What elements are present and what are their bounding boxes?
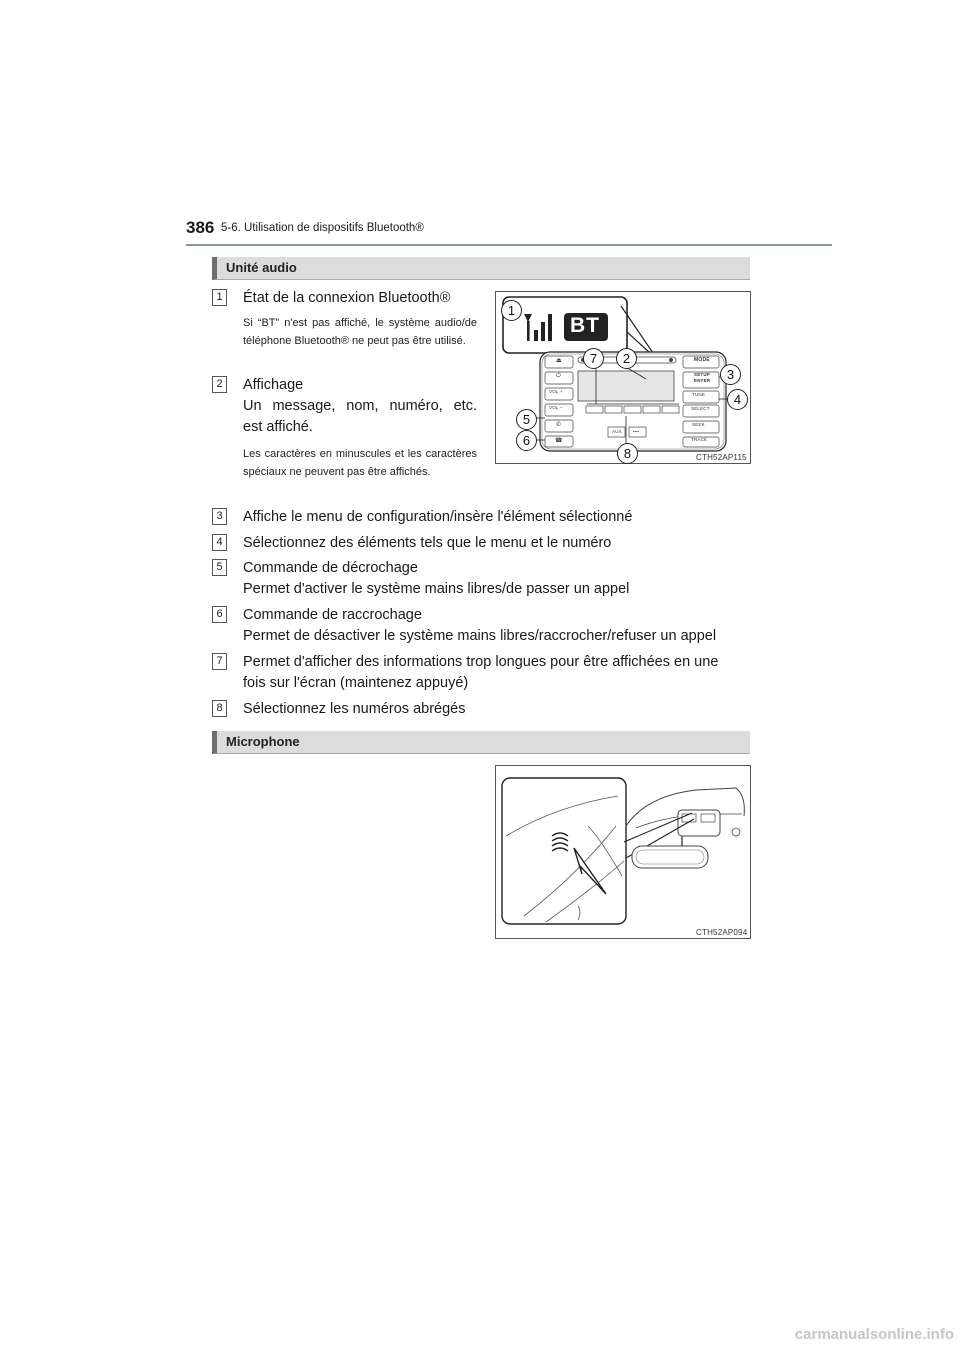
- item-text: Sélectionnez les numéros abrégés: [243, 701, 466, 717]
- header-rule: [186, 244, 832, 246]
- item-text-block: [243, 558, 763, 600]
- callout-7: 7: [583, 348, 604, 369]
- microphone-illustration: [496, 766, 750, 938]
- item-text: Commande de raccrochage: [243, 607, 422, 623]
- aux-port-label: AUX: [612, 429, 622, 434]
- item-text: État de la connexion Bluetooth®: [243, 290, 451, 306]
- item-note: Si “BT” n'est pas affiché, le système audio/de téléphone Bluetooth® ne peut pas être utilisé.: [243, 317, 477, 347]
- item-number: 8: [212, 700, 227, 717]
- item-number: 6: [212, 606, 227, 623]
- callout-6: 6: [516, 430, 537, 451]
- watermark: carmanualsonline.info: [794, 1326, 954, 1343]
- phone-pickup-icon: ✆: [556, 422, 562, 428]
- section-bar-microphone: [212, 731, 750, 754]
- audio-unit-figure: [495, 291, 751, 464]
- item-text: Commande de décrochage: [243, 560, 418, 576]
- item-text: est affiché.: [243, 419, 313, 435]
- item-text: Affiche le menu de configuration/insère l'élément sélectionné: [243, 509, 633, 525]
- callout-1: 1: [501, 300, 522, 321]
- item-text: Un message, nom, numéro, etc.: [243, 398, 477, 414]
- callout-8: 8: [617, 443, 638, 464]
- item-number: 1: [212, 289, 227, 306]
- callout-5: 5: [516, 409, 537, 430]
- item-text: Permet de désactiver le système mains libres/raccrocher/refuser un appel: [243, 628, 717, 644]
- section-title: Unité audio: [226, 260, 297, 275]
- figure-code-label: CTH52AP115: [696, 453, 747, 462]
- item-text: Sélectionnez des éléments tels que le menu et le numéro: [243, 535, 612, 551]
- mode-button-label: MODE: [694, 357, 710, 363]
- usb-port-label: •⊷: [633, 429, 640, 434]
- item-number: 2: [212, 376, 227, 393]
- section-title: Microphone: [226, 734, 300, 749]
- callout-3: 3: [720, 364, 741, 385]
- item-text-block: [243, 375, 477, 438]
- page-number: 386: [186, 218, 215, 237]
- vol-up-button-label: VOL +: [549, 389, 563, 394]
- callout-4: 4: [727, 389, 748, 410]
- item-text: Permet d'activer le système mains libres/de passer un appel: [243, 581, 630, 597]
- microphone-figure: [495, 765, 751, 939]
- item-number: 7: [212, 653, 227, 670]
- setup-button-label: SETUP: [694, 372, 711, 377]
- item-number: 3: [212, 508, 227, 525]
- section-bar-audio-unit: [212, 257, 750, 280]
- power-icon: ⏻: [556, 373, 561, 379]
- chapter-title: 5-6. Utilisation de dispositifs Bluetooth®: [221, 222, 424, 234]
- track-button-label: TRACK: [691, 437, 708, 442]
- eject-icon: ⏏: [556, 358, 562, 364]
- item-number: 5: [212, 559, 227, 576]
- item-note: Les caractères en minuscules et les caractères spéciaux ne peuvent pas être affichés.: [243, 448, 477, 478]
- tune-button-label: TUNE: [692, 392, 706, 397]
- vol-down-button-label: VOL −: [549, 405, 563, 410]
- item-text-block: [243, 652, 763, 694]
- seek-button-label: SEEK: [692, 422, 705, 427]
- bt-display-text: BT: [570, 314, 600, 337]
- item-text: fois sur l'écran (maintenez appuyé): [243, 675, 469, 691]
- item-text-block: [243, 605, 763, 647]
- enter-button-label: ENTER: [694, 378, 711, 383]
- callout-2: 2: [616, 348, 637, 369]
- phone-hangup-icon: ☎: [555, 438, 563, 444]
- item-text: Affichage: [243, 377, 304, 393]
- figure-code-label: CTH52AP094: [696, 928, 748, 937]
- item-number: 4: [212, 534, 227, 551]
- select-button-label: SELECT: [691, 406, 710, 411]
- item-text: Permet d'afficher des informations trop longues pour être affichées en une: [243, 654, 719, 670]
